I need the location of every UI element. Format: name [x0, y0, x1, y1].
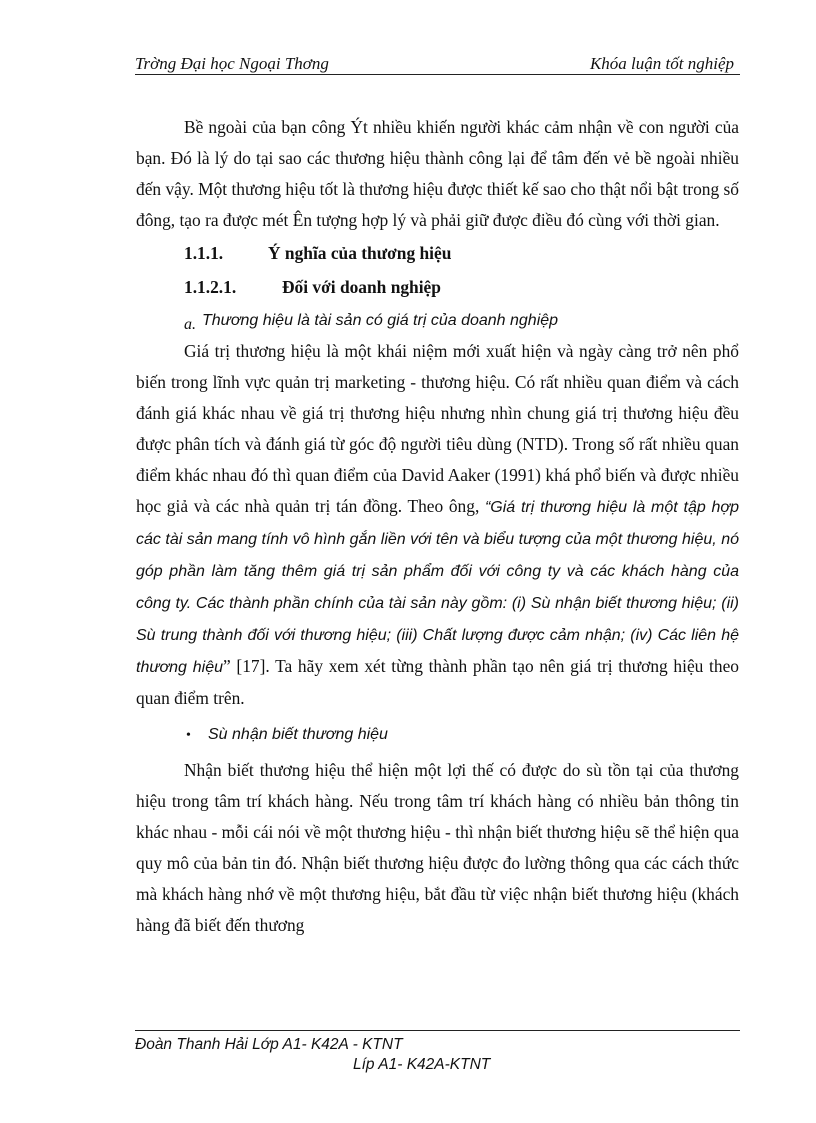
paragraph-citation: ” [17]. Ta hãy xem xét từng thành phần tạo nên giá trị thương hiệu theo quan điểm trên. — [136, 656, 739, 708]
paragraph-appearance: Bề ngoài của bạn công Ýt nhiều khiến người khác cảm nhận về con người của bạn. Đó là lý do tại sao các thương hiệu thành công lại để tâm đến vẻ bề ngoài nhiều đến vậy. Một thương hiệu tốt là thương hiệu được thiết kế sao cho thật nổi bật trong số đông, tạo ra được mét Ên tượng hợp lý và phải giữ được điều đó cùng với thời gian. — [136, 117, 739, 230]
bullet-item — [186, 717, 739, 752]
heading-1-1-1 — [184, 236, 739, 270]
paragraph-brand-equity — [136, 336, 739, 714]
footer-class: Líp A1- K42A-KTNT — [353, 1056, 491, 1073]
heading-number: 1.1.1. — [184, 243, 224, 263]
heading-number: 1.1.2.1. — [184, 277, 237, 297]
footer-author: Đoàn Thanh Hải Lớp A1- K42A - KTNT — [135, 1036, 403, 1053]
subheading-text: Thương hiệu là tài sản có giá trị của doanh nghiệp — [202, 312, 559, 329]
header-school-name: Trờng Đại học Ngoại Thơng — [135, 54, 329, 73]
header-rule — [135, 74, 740, 75]
page-footer — [135, 1030, 740, 1074]
subheading-a — [184, 304, 739, 336]
bullet-icon: • — [186, 728, 191, 743]
page-header — [135, 54, 740, 76]
footer-rule — [135, 1030, 740, 1031]
heading-title: Ý nghĩa của thương hiệu — [268, 243, 452, 263]
header-thesis-label: Khóa luận tốt nghiệp — [589, 54, 734, 73]
heading-1-1-2-1 — [184, 270, 739, 304]
bullet-text: Sù nhận biết thương hiệu — [208, 726, 388, 743]
heading-title: Đối với doanh nghiệp — [282, 277, 441, 297]
paragraph-brand-awareness: Nhận biết thương hiệu thể hiện một lợi thế có được do sù tồn tại của thương hiệu trong tâm trí khách hàng. Nếu trong tâm trí khách hàng có nhiều bản thông tin khác nhau - mỗi cái nói về một thương hiệu - thì nhận biết thương hiệu sẽ thể hiện qua quy mô của bản tin đó. Nhận biết thương hiệu được đo lường thông qua các cách thức mà khách hàng nhớ về một thương hiệu, bắt đầu từ việc nhận biết thương hiệu (khách hàng đã biết đến thương — [136, 760, 739, 935]
aaker-quote: “Giá trị thương hiệu là một tập hợp các tài sản mang tính vô hình gắn liền với tên và biểu tượng của một thương hiệu, nó góp phần làm tăng thêm giá trị sản phẩm đối với công ty và các khách hàng của công ty. Các thành phần chính của tài sản này gồm: (i) Sù nhận biết thương hiệu; (ii) Sù trung thành đối với thương hiệu; (iii) Chất lượng được cảm nhận; (iv) Các liên hệ thương hiệu — [136, 499, 739, 676]
subheading-letter: a. — [184, 316, 196, 333]
page-body — [136, 112, 739, 941]
paragraph-text: Giá trị thương hiệu là một khái niệm mới xuất hiện và ngày càng trở nên phổ biến trong lĩnh vực quản trị marketing - thương hiệu. Có rất nhiều quan điểm và cách đánh giá khác nhau về giá trị thương hiệu nhưng nhìn chung giá trị thương hiệu đều được phân tích và đánh giá từ góc độ người tiêu dùng (NTD). Trong số rất nhiều quan điểm khác nhau đó thì quan điểm của David Aaker (1991) khá phổ biến và được nhiều học giả và các nhà quản trị tán đồng. Theo ông, — [136, 341, 739, 516]
